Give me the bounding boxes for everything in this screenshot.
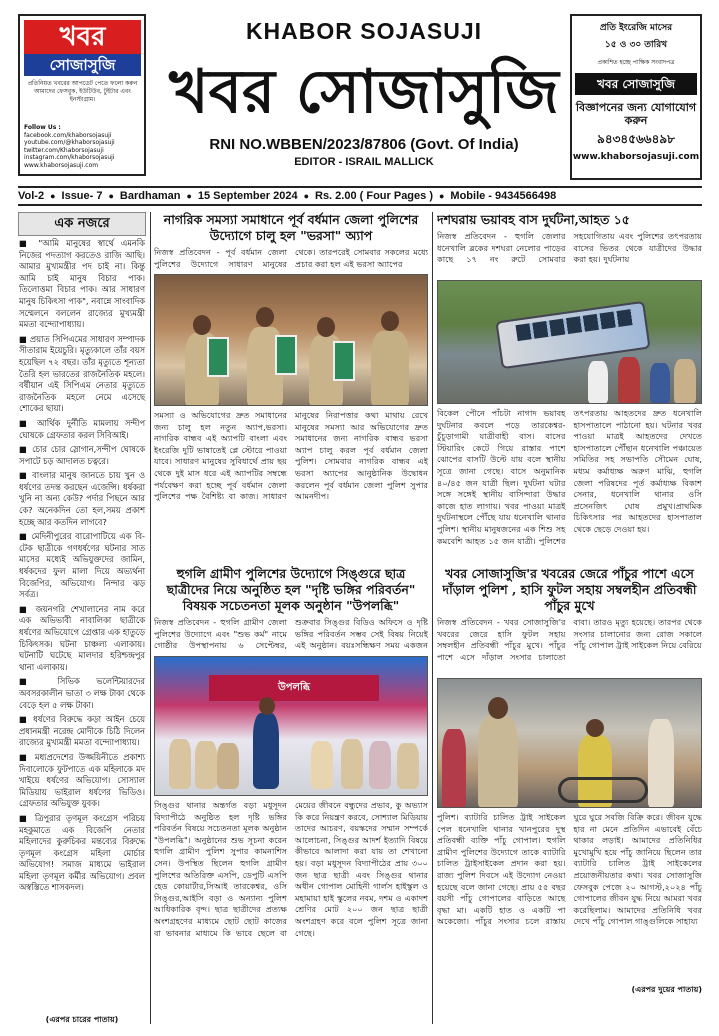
bullet-icon: ● (303, 191, 309, 201)
title-english: KHABOR SOJASUJI (245, 18, 483, 44)
follow-links (24, 124, 142, 169)
photo-bus-accident (437, 280, 702, 404)
rni-number: RNI NO.WBBEN/2023/87806 (Govt. Of India) (209, 136, 519, 153)
issue: Issue- 7 (61, 190, 103, 202)
story-singur-program (154, 566, 428, 1024)
logo-tagline: প্রতিনিয়ত খবরের আপডেট পেতে ফলো করুন আমাদের ফেসবুক, ইউটিউব, টুইটার এবং ইনস্টাগ্রাম। (27, 80, 138, 103)
column-divider (150, 212, 151, 1024)
ad-contact: বিজ্ঞাপনের জন্য যোগাযোগ করুন (575, 101, 697, 127)
ad-line-2: ১৫ ও ৩০ তারিখ (604, 40, 668, 50)
event-banner: উপলব্ধি (209, 675, 379, 701)
instagram-link[interactable]: instagram.com/khaborsojasuji (24, 154, 115, 161)
story-body-bottom: পুলিশ। ব্যাটারি চালিত ট্রাই সাইকেল পেল ধনেখালি থানার খানপুরের দুস্থ প্রতিবন্ধী ব্যক্তি পাঁচু গোপাল। হুগলি গ্রামীণ পুলিশের উদ্যোগে তাকে ব্যাটারি চালিত ট্রাইসাইকেল প্রদান করা হয়। রাজ্য পুলিশ দিবসে এই উদ্যোগ নেওয়া হয়েছে বলে জানা গেছে। প্রায় ৫৫ বছর বয়সী পাঁচু গোপালের বাড়িতে আছে বৃদ্ধা মা। একটি হাত ও একটি পা অকেজো। পাঁচুর সংসার চলে রাস্তায় ঘুরে ঘুরে সবজি বিক্রি করে। জীবন যুদ্ধে হার না মেনে প্রতিদিন এভাবেই বেঁচে থাকার লড়াই। আমাদের প্রতিনিধির মুখোমুখি হয়ে পাঁচু জানিয়ে ছিলেন তার ব্যাটারি চালিত ট্রাই সাইকেলের প্রয়োজনীয়তার কথা। খবর সোজাসুজি ফেসবুক পেজে ২০ আগস্ট,২০২৪ পাঁচু গোপালের জীবন যুদ্ধ নিয়ে আমরা খবর করেছিলাম। আমাদের প্রতিনিধি খবর দেখে পাঁচু গোপাল গাঙ্গুলিকে সাহায্য (437, 812, 702, 927)
issue-date: 15 September 2024 (197, 190, 298, 202)
ad-website[interactable]: www.khaborsojasuji.com (572, 152, 700, 162)
brief-item: ■ ত্রিপুরার তৃণমূল কংগ্রেস পরিচয় মহকুমাতে এক বিজেপি নেতার মহিলাদের কুরুচিকর মন্তব্যের বিরুদ্ধে তৃণমূল কংগ্রেস মহিলা মোর্চার অভিযোগ! সমাজ মাধ্যমে ভাইরাল মহিলা তৃণমূল কর্মীর অভিযোগ। প্রবল অস্বস্তিতে শাসকদল। (19, 812, 145, 893)
story-body-bottom: সমস্যা ও অভিযোগের দ্রুত সমাধানের জন্য চালু হল নতুন অ্যাপ,ভরসা। নাগরিক বান্ধব এই অ্যাপটি বাংলা এবং ইংরেজি দুটি ভাষাতেই প্লে স্টোরে পাওয়া যাবে। সাধারণ মানুষের সুবিধার্থে প্রায় ছয় থেকে দুই মাস ধরে এই অ্যাপটির সম্বন্ধে পর্যবেক্ষণ করা হচ্ছে পূর্ব বর্ধমান জেলা পুলিশের পক্ষ বৈশিষ্ট্য বা কাজ। সাধারণ মানুষের নিরাপত্তার কথা মাথায় রেখে মানুষের সমস্যা আর অভিযোগের দ্রুত সমাধানের জন্য নাগরিক বান্ধব ভরসা অ্যাপ চালু করল পূর্ব বর্ধমান জেলা পুলিশ। সোমবার নাগরিক বান্ধব এই ভরসা অ্যাপের আনুষ্ঠানিক উদ্বোধন করলেন পূর্ব বর্ধমান জেলা পুলিশ সুপার আমনদীপ। (154, 410, 428, 502)
brief-item: ■ প্রয়াত সিপিএমের সাধারণ সম্পাদক সীতারাম ইয়েচুরি। মৃত্যুকালে তাঁর বয়স হয়েছিল ৭২ বছর। তাঁর মৃত্যুতে শূন্যতা তৈরি হল ভারতের রাজনৈতিক মহলে। বর্ষীয়ান এই সিপিএম নেতার মৃত্যুতে রাজনৈতিক মহলে নেমে এসেছে শোকের ছায়া। (19, 333, 145, 414)
story-body-top: নিজস্ব প্রতিবেদন - হুগলি গ্রামীণ জেলা পুলিশের উদ্যোগে এবং "শুভ কর্ম" নামে গোষ্ঠীর উপস্থাপনায় ৬ সেপ্টেম্বর, শুক্রবার সিঙ্গুর বিডিও অফিসে ও দৃষ্টি ভঙ্গির পরিবর্তন সম্ভব সেই বিষয় নিয়েই এই অনুষ্ঠান। বয়ঃসন্ধিক্ষণ সময় একজন (154, 617, 428, 651)
bullet-icon: ● (108, 191, 114, 201)
logo-top: খবর (24, 20, 141, 54)
brief-item: ■ চোর চোর স্লোগান,সন্দীপ ঘোষকে সপাটে চড় আদালত চত্বরে। (19, 444, 146, 466)
follow-label: Follow Us : (24, 124, 61, 131)
price: Rs. 2.00 ( Four Pages ) (315, 190, 433, 202)
mobile: Mobile - 9434566498 (450, 190, 557, 202)
story-headline: দশঘরায় ভয়াবহ বাস দুর্ঘটনা,আহত ১৫ (437, 212, 630, 227)
brief-item: ■ মধ্যপ্রদেশের উজ্জয়িনীতে প্রকাশ্য দিবালোকে ফুটপাতে এক মহিলাকে মদ খাইয়ে ধর্ষণের অভিযোগ। সোস্যাল মিডিয়ায় ভাইরাল ধর্ষণের ভিডিও। গ্রেফতার অভিযুক্ত যুবক। (19, 751, 145, 809)
advertisement-box (570, 14, 702, 180)
photo-tricycle-handover (437, 678, 702, 808)
bullet-icon: ● (438, 191, 445, 201)
briefs-list (18, 236, 146, 899)
continued-note: (এরপর চারের পাতায়) (45, 1015, 119, 1024)
photo-app-launch (154, 274, 428, 406)
story-body-top: নিজস্ব প্রতিবেদন - হুগলি জেলার ধনেখালি ব্লকের দশঘরা নেলোর পাড়ের কাছে ১৭ নং রুটে সোমবার সহযোগিতায় এবং পুলিশের তৎপরতায় বাসের ভিতর থেকে যাত্রীদের উদ্ধার করা হয়। দুর্ঘটনায় (437, 231, 702, 265)
story-headline: নাগরিক সমস্যা সমাধানে পূর্ব বর্ধমান জেলা পুলিশের উদ্যোগে চালু হল "ভরসা" অ্যাপ (163, 212, 419, 243)
story-body-top: নিজস্ব প্রতিবেদন - পূর্ব বর্ধমান জেলা পুলিশের উদ্যোগে সাধারণ মানুষের থেকে। তারপরেই সোমবার সকলের মধ্যে প্রচার করা হল এই ভরসা অ্যাপের (154, 247, 428, 269)
youtube-link[interactable]: youtube.com/@khaborsojasuji (24, 139, 115, 146)
twitter-link[interactable]: twitter.com/Khaborsojasuji (24, 146, 104, 154)
briefs-column (18, 212, 146, 1024)
volume: Vol-2 (18, 190, 45, 202)
masthead (18, 14, 702, 184)
photo-upolobdhi-event (154, 656, 428, 796)
brief-item: ■ আর্থিক দুর্নীতি মামলায় সন্দীপ ঘোষকে গ্রেফতার করল সিবিআই। (19, 417, 145, 440)
brief-item: ■ জয়নগরি শেখালানের নাম করে এক অভিভাবী নাবালিকা ছাত্রীকে ধর্ষণের অভিযোগে গ্রেপ্তার এক হাতুড়ে চিকিৎসক। ঘটনা চাঞ্চল্য এলাকায়। ঘটনাটি ঘটেছে মালদার হরিশ্চন্দ্রপুর থানা এলাকায়। (19, 603, 145, 672)
brief-item: ■ সিভিক ভলেন্টিয়ারদের অবসরকালীন ভাতা ৩ লক্ষ টাকা থেকে বেড়ে হল ৫ লক্ষ টাকা। (19, 676, 145, 710)
facebook-link[interactable]: facebook.com/khaborsojasuji (24, 131, 112, 139)
place: Bardhaman (119, 190, 181, 202)
story-headline: হুগলি গ্রামীণ পুলিশের উদ্যোগে সিঙ্গুরে ছাত্র ছাত্রীদের নিয়ে অনুষ্ঠিত হল "দৃষ্টি ভঙ্গির পরিবর্তন" বিষয়ক সচেতনতা মূলক অনুষ্ঠান "উপলব্ধি" (166, 566, 416, 613)
brief-item: ■ ধর্ষণের বিরুদ্ধে কড়া আইন চেয়ে প্রধানমন্ত্রী নরেন্দ্র মোদীকে চিঠি দিলেন রাজ্যের মুখ্যমন্ত্রী মমতা বন্দ্যোপাধ্যায়। (19, 714, 146, 748)
story-body-bottom: সিঙ্গুর থানার অন্তর্গত বড়া মধুসূদন বিদ্যাপীঠে অনুষ্ঠিত হল দৃষ্টি ভঙ্গির পরিবর্তন বিষয়ে সচেতনতা মূলক অনুষ্ঠান "উপলব্ধি"। অনুষ্ঠানের শুভ সূচনা করেন হুগলি গ্রামীণ পুলিশ সুপার কামনাশিস সেন। উপস্থিত ছিলেন হুগলি গ্রামীণ পুলিশের অতিরিক্ত এসপি, ডেপুটি এসপি হেড কোয়ার্টার,সিআই তারকেশ্বর, ওসি সিঙ্গুর,আইসি বড়া ও অন্যান্য পুলিশ আধিকারিক বৃন্দ। ছাত্র ছাত্রীদের প্রত্যক্ষ অংশগ্রহণের মাধ্যমে ছোট ছোট কাজের বা ভাবনার মাধ্যমে কি ভাবে ছেলে বা মেয়ের জীবনে বন্ধুদের প্রভাব, কু অভ্যাস কি করে নিয়ন্ত্রণ করবে, সোশ্যাল মিডিয়ায় তাদের আচরণ, বয়স্কদের সম্মান সম্পর্কে আলোচনা, সিঙ্গুর আদর্শ ইত্যাদি বিষয়ে কীভাবে আলাদা করা যায় তা শেখানো হয়। বড়া মধুসূদন বিদ্যাপীঠের প্রায় ৩০০ জন ছাত্র ছাত্রী এবং সিঙ্গুর থানার অধীন গোপাল মোহিনী গার্লস হাইস্কুল ও মহামায়া হাই স্কুলের নবম, দশম ও একাদশ শ্রেণির মোট ২০০ জন ছাত্র ছাত্রী অংশগ্রহণ করে বলে পুলিশ সূত্রে জানা গেছে। (154, 800, 428, 938)
story-body-bottom: বিকেল পৌনে পাঁচটা নাগাদ ভয়াবহ দুর্ঘটনার কবলে পড়ে তারকেশ্বর-চুঁচুড়াগামী যাত্রীবাহী বাস। বাসের স্টিয়ারিং কেটে গিয়ে রাস্তার পাশে ঝোপের বাসটি উল্টে যায় বলে স্থানীয় সূত্রে জানা গেছে। বাসে অনুমানিক ৪০/৪৫ জন যাত্রী ছিল। দুর্ঘটনা ঘটার সঙ্গে সঙ্গেই স্থানীয় বাসিন্দারা উদ্ধার কাজে হাত লাগায়। খবর পাওয়া মাত্রই দুর্ঘটনাস্থলে পৌঁছে যায় ধনেখালি থানার পুলিশ। স্থানীয় মানুষজনের এক শিশু সহ কমবেশি আহত ১৫ জন যাত্রী। পুলিশের তৎপরতায় আহতদের দ্রুত ধনেখালি হাসপাতালে পাঠানো হয়। ঘটনার খবর পাওয়া মাত্রই আহতদের দেখতে হাসপাতালে পৌঁছান ধনেখালি পঞ্চায়েত সমিতির সহ সভাপতি সৌমেন ঘোষ, মধ্যম কর্মাধ্যক্ষ অরুণ মাঝি, হুগলি জেলা পরিষদের পূর্ত কর্মাধ্যক্ষ বিকাশ সেনার, ধনেখালি থানার ওসি প্রসেনজিৎ ঘোষ প্রমুখ।প্রাথমিক চিকিৎসার পর আহতদের হাসপাতাল থেকে ছেড়ে দেওয়া হয়। (437, 408, 702, 546)
briefs-heading: এক নজরে (18, 212, 146, 236)
ad-line-3: প্রকাশিত হচ্ছে পাক্ষিক সংবাদপত্র (597, 59, 675, 66)
story-bharosa-app (154, 212, 428, 562)
issue-info-bar (18, 186, 702, 206)
ad-brand: খবর সোজাসুজি (575, 73, 697, 95)
brief-item: ■ মেদিনীপুরের বারোপাটিয়ে এক বি-টেক ছাত্রীকে গণধর্ষণের ঘটনার সাত মাসের মধ্যেই অভিযুক্তদের জামিন, ধর্ষকদের ফুল মালা দিয়ে অভ্যর্থনা বিজেপির, অভিযোগ। নিন্দার ঝড় সর্বত্র। (19, 531, 145, 600)
story-panchu (437, 566, 702, 1024)
brief-item: ■ বাংলার মানুষ জানতে চায় খুন ও ধর্ষণের তদন্ত করছেন এজেন্সি। ধর্ষকরা খুনি না অন্য কেউ? পর্দার পিছনে আর কে? অনেকদিন তো হল,সময় প্রকাশ হচ্ছে আর কতদিন লাগবে? (19, 470, 145, 527)
bullet-icon: ● (50, 191, 56, 201)
ad-phone: ৯৪৩৪৫৬৬৪৯৮ (597, 132, 675, 146)
story-headline: খবর সোজাসুজি'র খবরের জেরে পাঁচুর পাশে এসে দাঁড়াল পুলিশ , হাসি ফুটল সহায় সম্বলহীন প্রতিবন্ধী পাঁচুর মুখে (442, 566, 697, 613)
logo-box (18, 14, 146, 176)
bullet-icon: ● (186, 191, 192, 201)
story-bus-accident (437, 212, 702, 562)
editor-line: EDITOR - ISRAIL MALLICK (294, 156, 434, 168)
continued-note: (এরপর দুয়ের পাতায়) (631, 985, 702, 994)
website-link[interactable]: www.khaborsojasuji.com (24, 161, 99, 169)
logo-bottom: সোজাসুজি (24, 54, 141, 76)
brief-item: ■ "আমি মানুষের স্বার্থে এমনকি নিজের পদত্যাগ করতেও রাজি আছি। আমার মুখ্যমন্ত্রীর পদ চাই না। কিন্তু আমি চাই মানুষ বিচার পাক। তিলোত্তমা বিচার পাক। আর সাধারণ মানুষ চিকিৎসা পাক", নবান্নে সাংবাদিক সম্মেলনে বললেন রাজ্যের মুখ্যমন্ত্রী মমতা বন্দ্যোপাধ্যায়। (19, 238, 145, 330)
ad-line-1: প্রতি ইংরেজি মাসের (599, 23, 673, 33)
story-body-top: নিজস্ব প্রতিবেদন - খবর সোজাসুজি'র খবরের জেরে হাসি ফুটল সহায় সম্বলহীন প্রতিবন্ধী পাঁচুর মুখে। পাঁচুর পাশে এসে দাঁড়াল সংসার চালাতো বাবা। তারও মৃত্যু হয়েছে। তারপর থেকে সংসার চালানোর জন্য রোজ সকালে পাঁচু গোপাল ট্রাই সাইকেল নিয়ে বেরিয়ে (437, 617, 702, 662)
title-bengali: খবর সোজাসুজি (169, 57, 559, 127)
column-divider (432, 212, 433, 1024)
